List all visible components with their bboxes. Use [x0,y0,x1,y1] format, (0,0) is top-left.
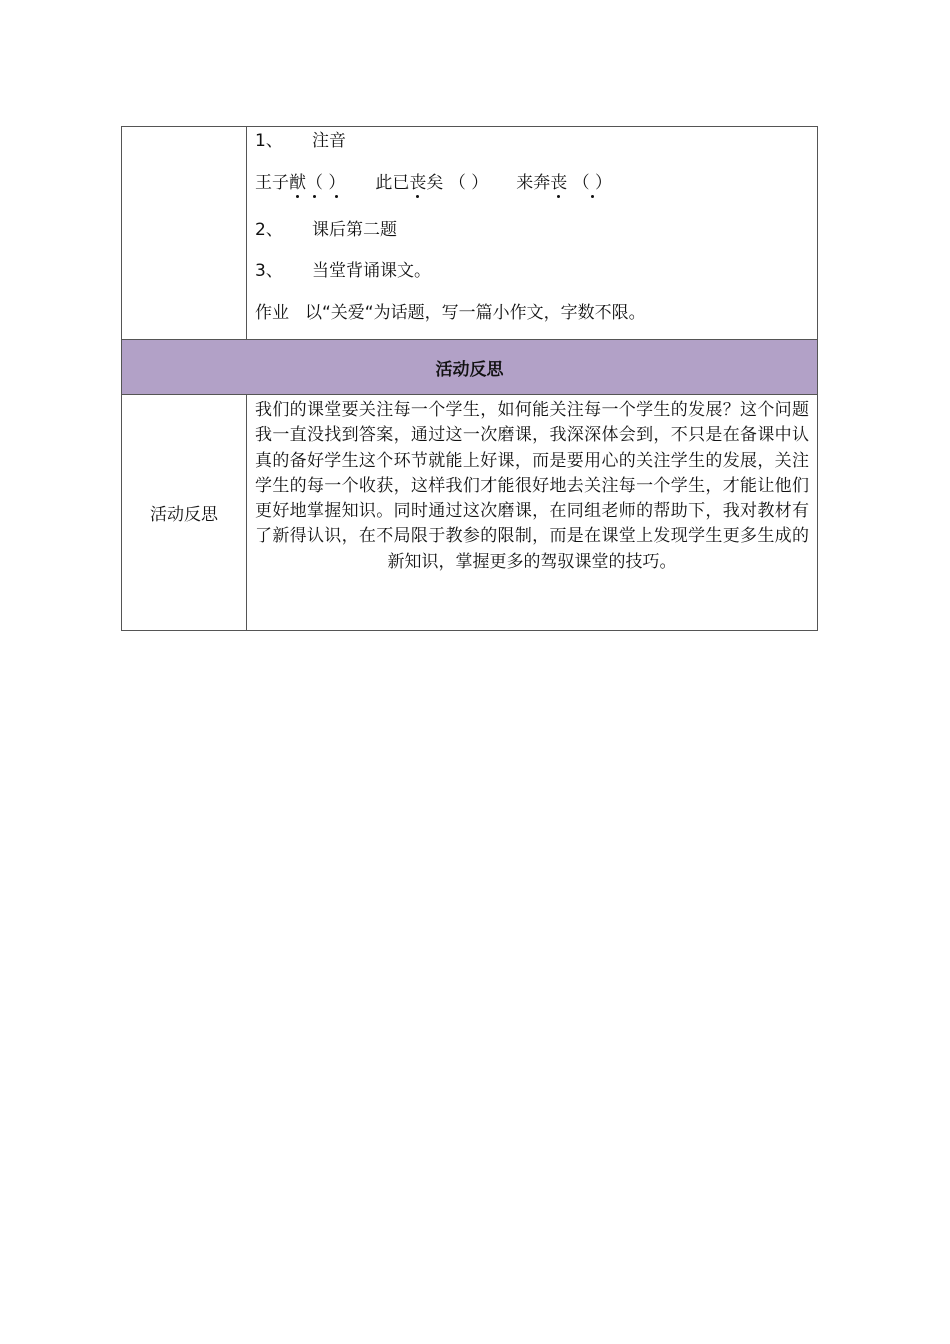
homework-item-1 [255,131,346,151]
pinyin-exercise-line [255,173,612,193]
pinyin-word-2: 此已丧矣 （ ） [375,173,489,193]
dotted-char: 猷 [289,173,306,193]
reflection-row [122,395,818,631]
item-text: 当堂背诵课文。 [312,261,431,281]
homework-cell [247,127,818,340]
assignment-label: 作业 [255,303,289,323]
assignment-text: 以“关爱“为话题，写一篇小作文，字数不限。 [305,303,646,323]
homework-label-cell [122,127,247,340]
row-label: 活动反思 [122,395,247,631]
dotted-char: 丧 [409,173,427,193]
reflection-header-row [122,340,818,395]
assignment-line [255,303,646,323]
reflection-text: 我们的课堂要关注每一个学生，如何能关注每一个学生的发展？这个问题我一直没找到答案，通过这一次磨课，我深深体会到，不只是在备课中认真的备好学生这个环节就能上好课，而是要用心的关注学生的发展，关注学生的每一个收获，这样我们才能很好地去关注每一个学生，才能让他们更好地掌握知识。同时通过这次磨课，在同组老师的帮助下，我对教材有了新得认识，在不局限于教参的限制，而是在课堂上发现学生更多生成的新知识，掌握更多的驾驭课堂的技巧。 [247,395,818,631]
item-number: 2、 [255,220,283,240]
pinyin-word-1: 王子猷（ ） [255,173,346,193]
item-text: 注音 [312,131,346,151]
dotted-char: 丧 [550,173,568,193]
lesson-table [121,126,818,631]
item-number: 3、 [255,261,283,281]
section-header: 活动反思 [122,340,818,395]
item-number: 1、 [255,131,283,151]
homework-row [122,127,818,340]
homework-item-2 [255,220,397,240]
homework-item-3 [255,261,431,281]
item-text: 课后第二题 [312,220,397,240]
pinyin-word-3: 来奔丧 （ ） [516,173,613,193]
